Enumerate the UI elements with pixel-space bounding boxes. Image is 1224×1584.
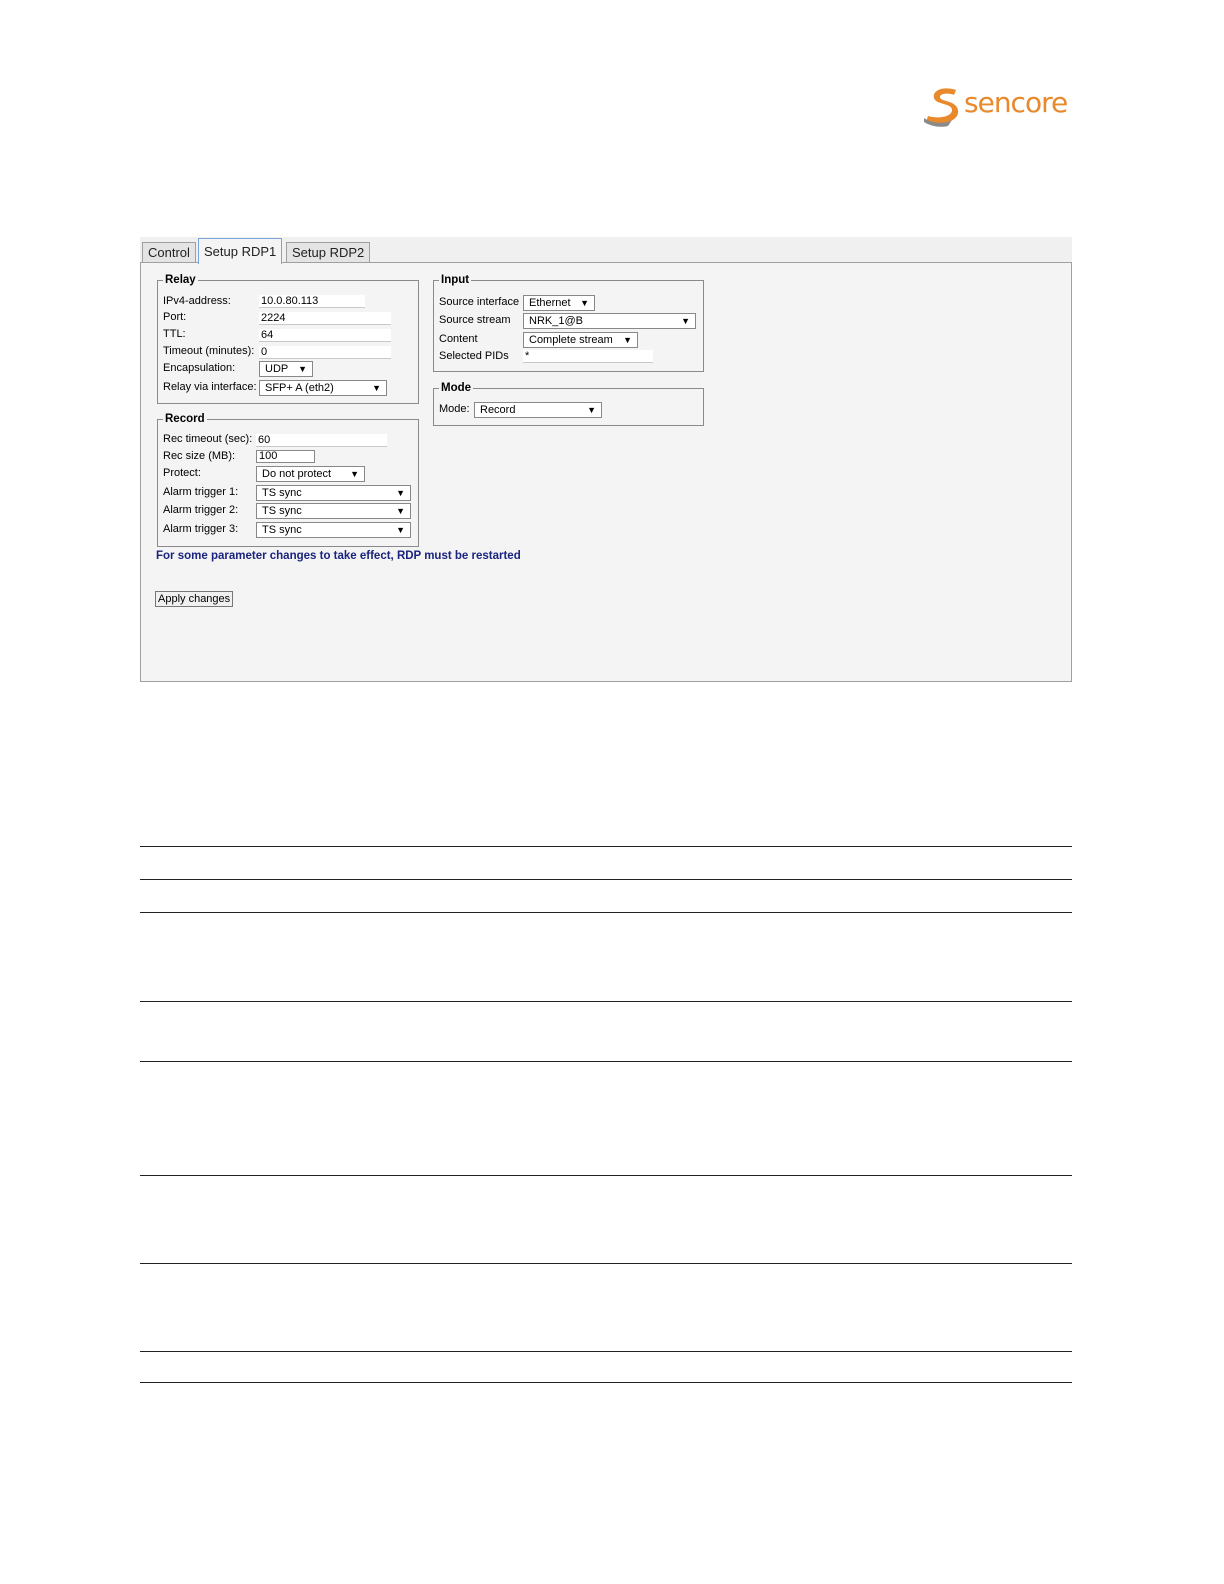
mode-label: Mode: [439,403,470,415]
protect-label: Protect: [163,467,201,479]
source-interface-select[interactable] [523,295,595,311]
alarm-trigger-3-select[interactable] [256,522,411,538]
table-rule [140,1351,1072,1352]
ttl-label: TTL: [163,328,186,340]
alarm-trigger-3-label: Alarm trigger 3: [163,523,239,535]
dropdown-arrow-icon: ▼ [372,383,381,393]
alarm-trigger-2-label: Alarm trigger 2: [163,504,239,516]
timeout-label: Timeout (minutes): [163,345,255,357]
source-stream-value: NRK_1@B [529,315,583,327]
content-value: Complete stream [529,334,613,346]
ipv4-input[interactable] [259,295,365,308]
table-rule [140,1001,1072,1002]
table-rule [140,846,1072,847]
rec-timeout-input[interactable] [256,434,387,447]
dropdown-arrow-icon: ▼ [396,488,405,498]
source-interface-label: Source interface [439,296,520,308]
mode-legend: Mode [441,382,472,394]
input-legend: Input [441,274,470,286]
timeout-input[interactable] [259,346,391,359]
ipv4-label: IPv4-address: [163,295,231,307]
port-input[interactable] [259,312,391,325]
source-stream-label: Source stream [439,314,511,326]
alarm-trigger-1-select[interactable] [256,485,411,501]
brand-name: sencore [964,86,1068,119]
source-interface-value: Ethernet [529,297,571,309]
selected-pids-input[interactable] [523,350,653,363]
dropdown-arrow-icon: ▼ [623,335,632,345]
port-label: Port: [163,311,187,323]
table-rule [140,1061,1072,1062]
alarm-trigger-3-value: TS sync [262,524,302,536]
apply-changes-button[interactable]: Apply changes [155,591,233,607]
sencore-logo [922,84,1077,128]
encapsulation-value: UDP [265,363,289,375]
tab-bar [140,237,1072,263]
dropdown-arrow-icon: ▼ [681,316,690,326]
encapsulation-select[interactable] [259,361,313,377]
mode-value: Record [480,404,516,416]
tab-control[interactable]: Control [142,242,196,263]
table-rule [140,1175,1072,1176]
alarm-trigger-2-value: TS sync [262,505,302,517]
rec-size-input[interactable] [256,450,315,463]
table-rule [140,879,1072,880]
relay-interface-select[interactable] [259,380,387,396]
dropdown-arrow-icon: ▼ [580,298,589,308]
sencore-s-logo-icon [922,84,966,128]
table-rule [140,912,1072,913]
protect-select[interactable] [256,466,365,482]
dropdown-arrow-icon: ▼ [396,506,405,516]
tab-setup-rdp2[interactable]: Setup RDP2 [286,242,370,263]
dropdown-arrow-icon: ▼ [298,364,307,374]
setup-panel [140,262,1072,682]
tab-setup-rdp1[interactable]: Setup RDP1 [198,238,282,264]
relay-legend: Relay [165,274,196,286]
table-rule [140,1382,1072,1383]
rec-timeout-label: Rec timeout (sec): [163,433,253,445]
encapsulation-label: Encapsulation: [163,362,236,374]
source-stream-select[interactable] [523,313,696,329]
relay-interface-value: SFP+ A (eth2) [265,382,334,394]
alarm-trigger-1-value: TS sync [262,487,302,499]
restart-notice: For some parameter changes to take effect, RDP must be restarted [156,550,521,562]
content-label: Content [439,333,478,345]
dropdown-arrow-icon: ▼ [587,405,596,415]
record-legend: Record [165,413,205,425]
mode-select[interactable] [474,402,602,418]
relay-interface-label: Relay via interface: [163,381,257,393]
protect-value: Do not protect [262,468,332,480]
selected-pids-label: Selected PIDs [439,350,509,362]
dropdown-arrow-icon: ▼ [350,469,359,479]
ttl-input[interactable] [259,329,391,342]
content-select[interactable] [523,332,638,348]
alarm-trigger-1-label: Alarm trigger 1: [163,486,239,498]
rec-size-label: Rec size (MB): [163,450,236,462]
alarm-trigger-2-select[interactable] [256,503,411,519]
dropdown-arrow-icon: ▼ [396,525,405,535]
table-rule [140,1263,1072,1264]
